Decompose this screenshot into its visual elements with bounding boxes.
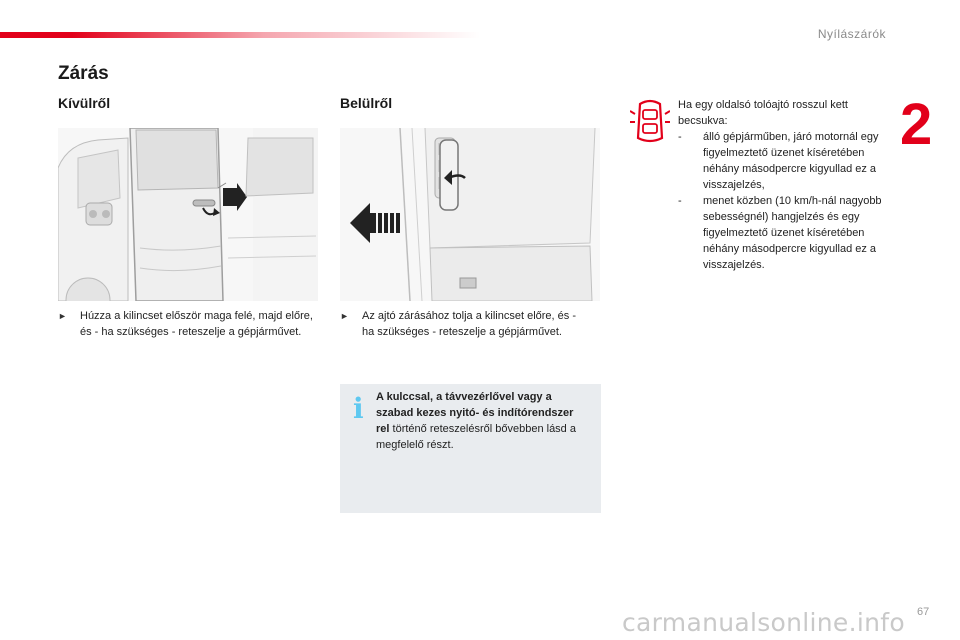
section-title: Nyílászárók [817,27,886,41]
sliding-door-exterior-image [58,128,318,301]
info-icon: i [353,392,364,425]
inside-heading: Belülről [340,95,393,111]
outside-instruction [58,308,318,340]
triangle-bullet-icon: ► [340,311,349,321]
warning-intro: Ha egy oldalsó tolóajtó rosszul kett becsukva: [678,99,848,127]
warning-item-2-text: menet közben (10 km/h-nál nagyobb sebességnél) hangjelzés és egy figyelmeztető üzenet kíséretében néhány másodpercre kigyullad ez a visszajelzés. [703,195,882,271]
warning-item-1: - álló gépjárműben, járó motornál egy figyelmeztető üzenet kíséretében néhány másodpercre kigyullad ez a visszajelzés, [678,131,879,191]
triangle-bullet-icon: ► [58,311,67,321]
inside-door-illustration [340,128,600,301]
sliding-door-interior-image [340,128,600,301]
info-bold-text: A kulccsal, a távvezérlővel vagy a szabad kezes nyitó- és indítórendszer rel [376,391,574,435]
page-number: 67 [917,606,930,618]
outside-heading: Kívülről [58,95,111,111]
header-accent-bar [0,32,480,38]
warning-text [678,97,888,273]
outside-door-illustration [58,128,318,301]
page-title: Zárás [58,63,109,84]
chapter-number: 2 [900,92,933,157]
inside-instruction [340,308,590,340]
door-open-warning-icon [630,98,670,144]
warning-item-2: - menet közben (10 km/h-nál nagyobb sebességnél) hangjelzés és egy figyelmeztető üzenet kíséretében néhány másodpercre kigyullad ez a visszajelzés. [678,195,882,271]
info-plain-text: történő reteszelésről bővebben lásd a megfelelő részt. [376,423,576,451]
inside-instruction-text: Az ajtó zárásához tolja a kilincset előre, és - ha szükséges - reteszelje a gépjárművet. [362,310,576,338]
outside-instruction-text: Húzza a kilincset először maga felé, majd előre, és - ha szükséges - reteszelje a gépjárművet. [80,310,313,338]
info-box [340,384,601,513]
info-text [376,389,576,453]
watermark: carmanualsonline.info [622,608,905,637]
warning-item-1-text: álló gépjárműben, járó motornál egy figyelmeztető üzenet kíséretében néhány másodpercre kigyullad ez a visszajelzés, [703,131,879,191]
